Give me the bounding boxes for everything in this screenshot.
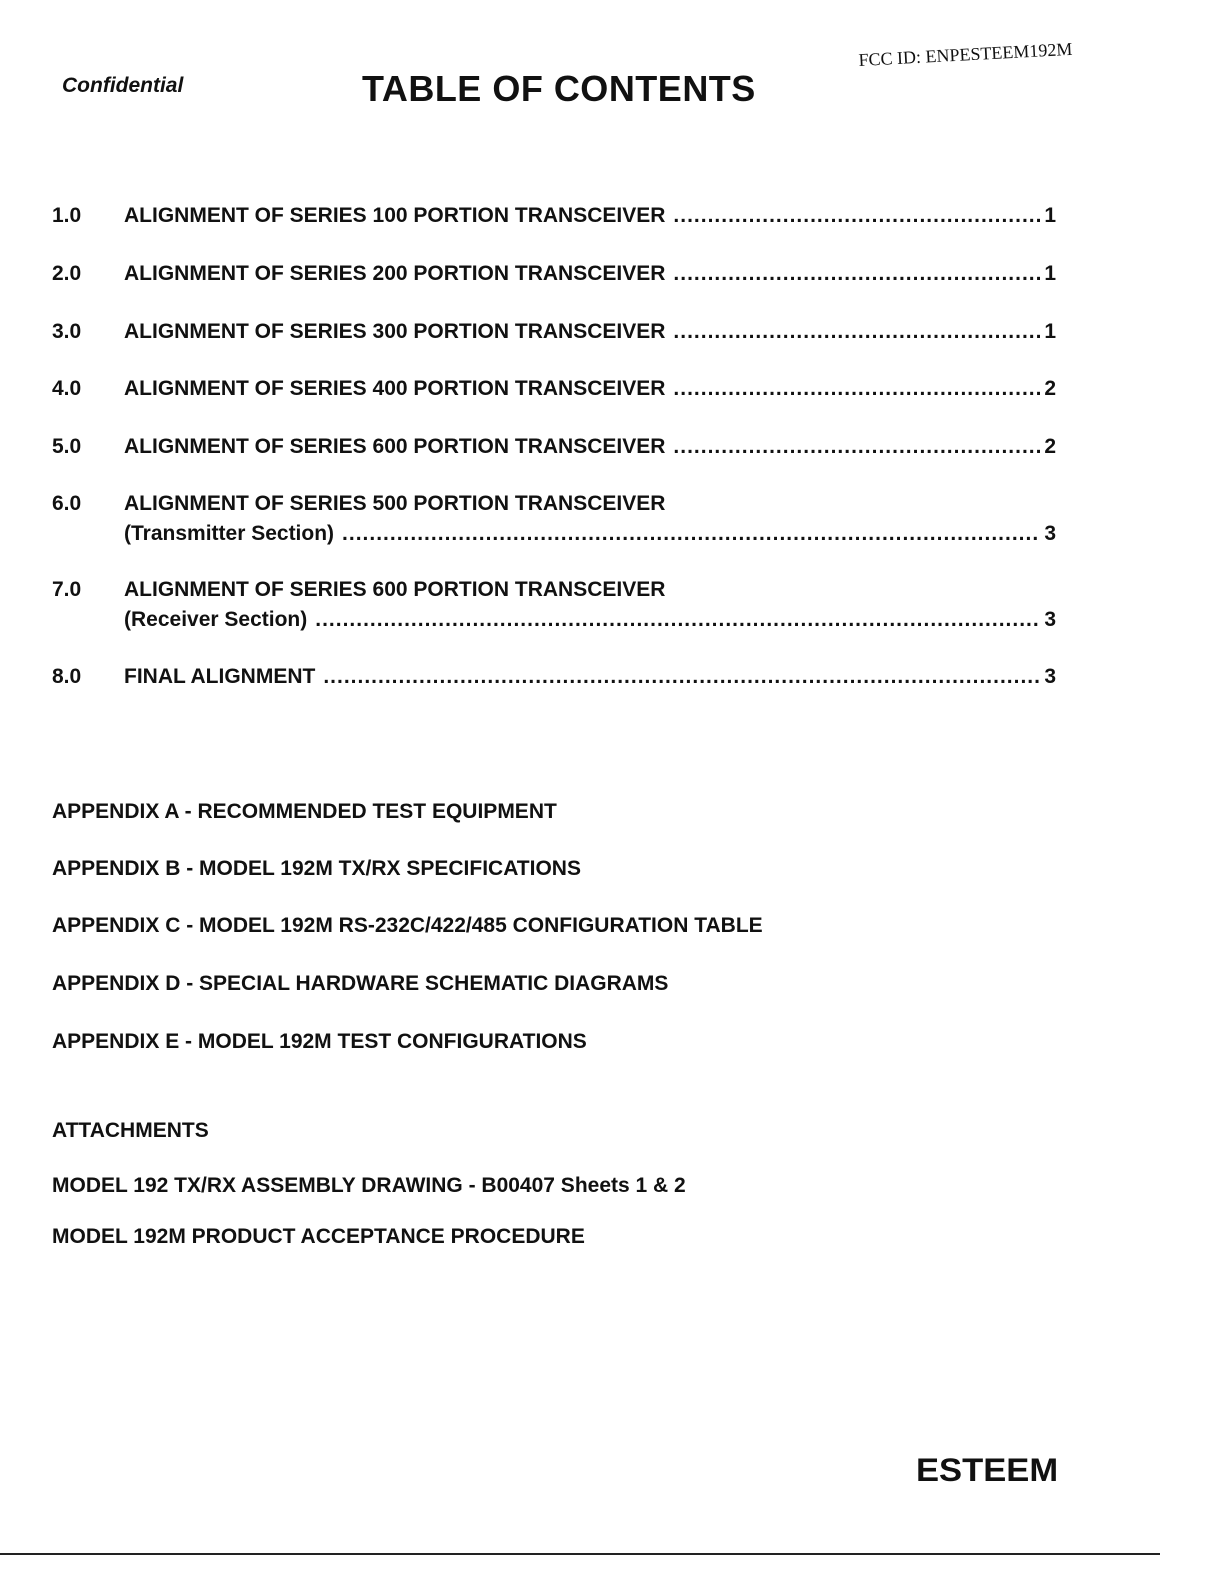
- appendix-a: APPENDIX A - RECOMMENDED TEST EQUIPMENT: [52, 800, 557, 823]
- appendix-b: APPENDIX B - MODEL 192M TX/RX SPECIFICATIONS: [52, 857, 581, 880]
- toc-entry-8: [52, 665, 1056, 695]
- attachment-item: MODEL 192 TX/RX ASSEMBLY DRAWING - B00407 Sheets 1 & 2: [52, 1174, 686, 1197]
- toc-leader-dots: [673, 377, 1040, 401]
- toc-leader-dots: [673, 320, 1040, 344]
- toc-title: ALIGNMENT OF SERIES 500 PORTION TRANSCEIVER: [124, 492, 666, 515]
- toc-title: ALIGNMENT OF SERIES 600 PORTION TRANSCEIVER: [124, 435, 666, 458]
- toc-leader-dots: [673, 435, 1040, 459]
- attachment-item: MODEL 192M PRODUCT ACCEPTANCE PROCEDURE: [52, 1225, 585, 1248]
- toc-page-number: 1: [1044, 262, 1056, 285]
- esteem-logo: ESTEEM: [916, 1452, 1059, 1488]
- toc-leader-dots: [673, 262, 1040, 286]
- toc-entry-7: [52, 578, 1056, 638]
- toc-entry-4: [52, 377, 1056, 407]
- toc-number: 1.0: [52, 204, 82, 227]
- toc-page-number: 3: [1044, 522, 1056, 545]
- toc-leader-dots: [323, 665, 1040, 689]
- toc-title: ALIGNMENT OF SERIES 400 PORTION TRANSCEIVER: [124, 377, 666, 400]
- toc-title: ALIGNMENT OF SERIES 200 PORTION TRANSCEIVER: [124, 262, 666, 285]
- appendix-e: APPENDIX E - MODEL 192M TEST CONFIGURATIONS: [52, 1030, 587, 1053]
- toc-page-number: 2: [1044, 435, 1056, 458]
- confidential-label: Confidential: [62, 74, 184, 97]
- toc-entry-2: [52, 262, 1056, 292]
- toc-subtitle: (Transmitter Section): [124, 522, 335, 545]
- toc-page-number: 2: [1044, 377, 1056, 400]
- toc-page-number: 3: [1044, 608, 1056, 631]
- toc-page-number: 1: [1044, 320, 1056, 343]
- toc-entry-1: [52, 204, 1056, 234]
- toc-entry-6: [52, 492, 1056, 552]
- toc-leader-dots: [342, 522, 1040, 546]
- toc-leader-dots: [315, 608, 1040, 632]
- toc-page-number: 1: [1044, 204, 1056, 227]
- toc-title: ALIGNMENT OF SERIES 300 PORTION TRANSCEIVER: [124, 320, 666, 343]
- toc-number: 3.0: [52, 320, 82, 343]
- toc-page-number: 3: [1044, 665, 1056, 688]
- toc-number: 4.0: [52, 377, 82, 400]
- toc-title: ALIGNMENT OF SERIES 600 PORTION TRANSCEIVER: [124, 578, 666, 601]
- appendix-d: APPENDIX D - SPECIAL HARDWARE SCHEMATIC DIAGRAMS: [52, 972, 669, 995]
- toc-entry-5: [52, 435, 1056, 465]
- toc-subtitle: (Receiver Section): [124, 608, 308, 631]
- toc-leader-dots: [673, 204, 1040, 228]
- toc-number: 7.0: [52, 578, 82, 601]
- toc-entry-3: [52, 320, 1056, 350]
- fcc-id-label: FCC ID: ENPESTEEM192M: [858, 38, 1073, 70]
- toc-number: 5.0: [52, 435, 82, 458]
- toc-title: ALIGNMENT OF SERIES 100 PORTION TRANSCEIVER: [124, 204, 666, 227]
- toc-number: 2.0: [52, 262, 82, 285]
- appendix-c: APPENDIX C - MODEL 192M RS-232C/422/485 CONFIGURATION TABLE: [52, 914, 763, 937]
- footer-rule: [0, 1553, 1160, 1555]
- page-title: TABLE OF CONTENTS: [362, 68, 756, 109]
- toc-number: 6.0: [52, 492, 82, 515]
- toc-title: FINAL ALIGNMENT: [124, 665, 316, 688]
- attachments-heading: ATTACHMENTS: [52, 1119, 209, 1142]
- toc-number: 8.0: [52, 665, 82, 688]
